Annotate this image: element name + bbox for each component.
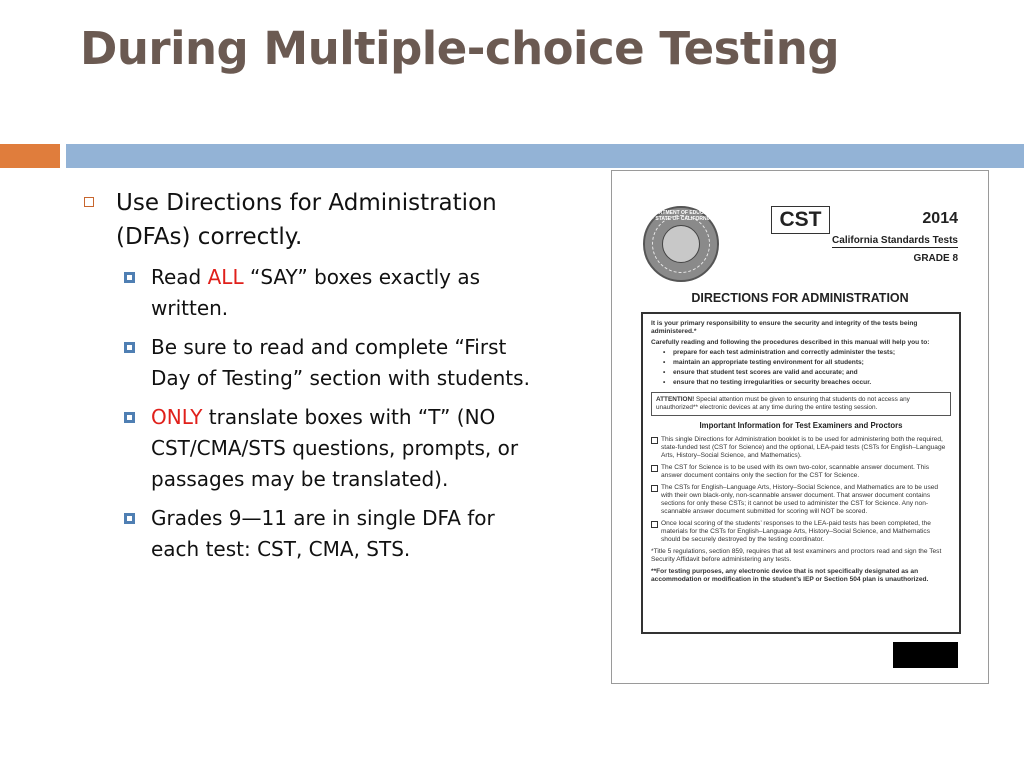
california-education-seal-icon	[643, 206, 719, 282]
doc-check-item: Once local scoring of the students’ responses to the LEA-paid tests has been completed, the materials for the CSTs for English–Language Arts, History–Social Science, and Mathematics should be securely destroyed by the testing coordinator.	[651, 520, 951, 544]
doc-check-item: This single Directions for Administration booklet is to be used for administering both the required, state-funded test (CST for Science) and the optional, LEA-paid tests (CSTs for English–Language Arts, History–Social Science, and Mathematics).	[651, 436, 951, 460]
doc-intro-1: It is your primary responsibility to ensure the security and integrity of the tests being administered.*	[651, 320, 918, 335]
doc-bullet: • prepare for each test administration and correctly administer the tests;	[663, 349, 951, 357]
sub-bullet-first-day	[80, 332, 530, 394]
bullet-main-text: Use Directions for Administration (DFAs) correctly.	[116, 190, 497, 250]
hollow-square-bullet-icon	[84, 197, 94, 207]
doc-info-box	[641, 312, 961, 634]
doc-important-heading: Important Information for Test Examiners and Proctors	[699, 421, 903, 430]
doc-test-name: California Standards Tests	[832, 235, 958, 246]
doc-footnote-2: **For testing purposes, any electronic device that is not specifically designated as an accommodation or modification in the student’s IEP or Section 504 plan is unauthorized.	[651, 568, 929, 583]
square-bullet-icon	[124, 513, 135, 524]
square-bullet-icon	[124, 412, 135, 423]
sub-bullet-text: Read	[151, 265, 208, 289]
doc-year: 2014	[922, 210, 958, 227]
seal-center	[662, 225, 700, 263]
sub-bullet-grades	[80, 503, 530, 565]
doc-bullet: • ensure that no testing irregularities or security breaches occur.	[663, 379, 951, 387]
square-bullet-icon	[124, 272, 135, 283]
attention-label: ATTENTION!	[656, 396, 695, 403]
cst-label: CST	[771, 206, 830, 234]
slide-title: During Multiple-choice Testing	[80, 22, 840, 75]
sub-bullet-text: Grades 9—11 are in single DFA for each test: CST, CMA, STS.	[151, 506, 495, 561]
doc-title: DIRECTIONS FOR ADMINISTRATION	[691, 291, 909, 305]
sub-bullet-text: translate boxes with “T” (NO CST/CMA/STS questions, prompts, or passages may be translated).	[151, 405, 519, 491]
doc-bullet: • ensure that student test scores are valid and accurate; and	[663, 369, 951, 377]
sub-bullet-text: Be sure to read and complete “First Day of Testing” section with students.	[151, 335, 530, 390]
doc-bullet-list	[651, 349, 951, 387]
doc-intro-2: Carefully reading and following the procedures described in this manual will help you to:	[651, 339, 930, 346]
doc-attention-box	[651, 392, 951, 416]
dfa-cover-image	[611, 170, 989, 684]
attention-text: Special attention must be given to ensuring that students do not access any unauthorized** electronic devices at any time during the entire testing session.	[656, 396, 910, 411]
bullet-list	[80, 186, 530, 565]
doc-check-item: The CST for Science is to be used with its own two-color, scannable answer document. This answer document contains only the section for the CST for Science.	[651, 464, 951, 480]
highlight-only: ONLY	[151, 405, 203, 429]
sub-bullet-read-all	[80, 262, 530, 324]
seal-text: DEPARTMENT OF EDUCATION · STATE OF CALIFORNIA	[645, 210, 719, 222]
doc-check-item: The CSTs for English–Language Arts, History–Social Science, and Mathematics are to be used with their own black-only, non-scannable answer document. That answer document contains sections for only these CSTs; it cannot be used to administer the CST for Science. Any non-scannable answer document submitted for scoring will NOT be scored.	[651, 484, 951, 516]
bullet-main	[80, 186, 530, 254]
doc-footnote-1: *Title 5 regulations, section 859, requires that all test examiners and proctors read and sign the Test Security Affidavit before administering any tests.	[651, 548, 942, 563]
sub-bullet-translate	[80, 402, 530, 495]
square-bullet-icon	[124, 342, 135, 353]
doc-bullet: • maintain an appropriate testing environment for all students;	[663, 359, 951, 367]
accent-bar-blue	[66, 144, 1024, 168]
doc-grade: GRADE 8	[913, 253, 958, 264]
highlight-all: ALL	[207, 265, 244, 289]
redaction-block	[893, 642, 958, 668]
accent-bar-orange	[0, 144, 60, 168]
sub-bullet-text: “SAY” boxes exactly as written.	[151, 265, 481, 320]
